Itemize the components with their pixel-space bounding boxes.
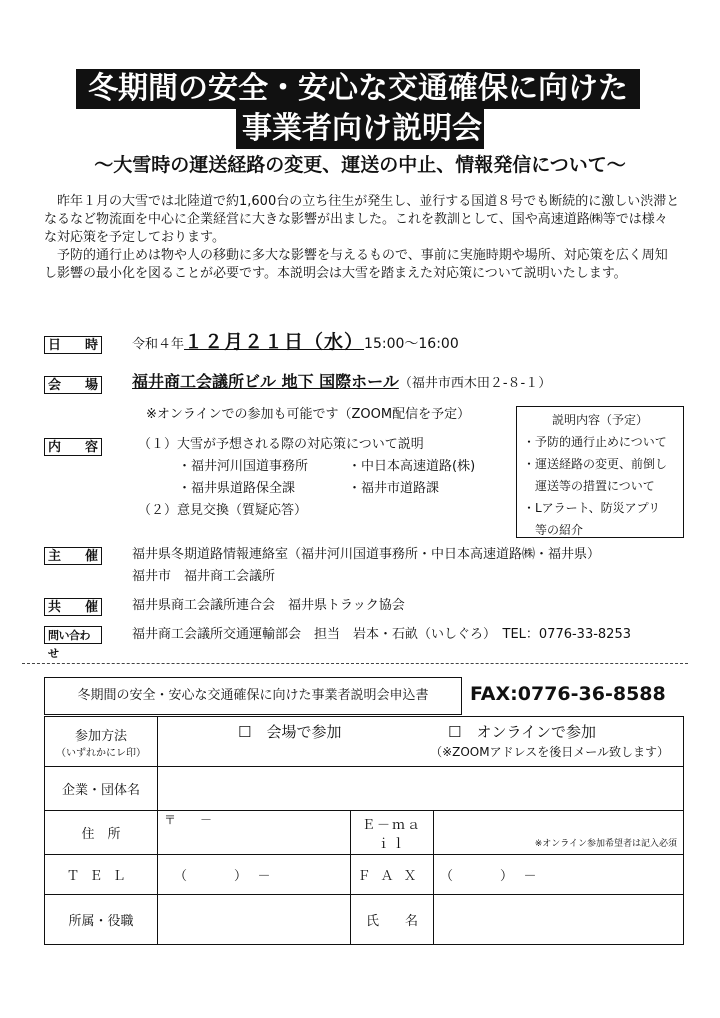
intro-paragraph-2: 予防的通行止めは物や人の移動に多大な影響を与えるもので、事前に実施時期や場所、対応策を広く周知し影響の最小化を図ることが必要です。本説明会は大雪を踏まえた対応策について説明いたします。 — [44, 248, 668, 281]
content-label: 内 容 — [44, 438, 102, 456]
method-label: 参加方法 — [74, 728, 127, 744]
intro-text — [44, 193, 680, 283]
form-row-company — [45, 767, 684, 811]
date-label: 日 時 — [44, 336, 102, 354]
date-value — [132, 333, 459, 354]
form-row-dept — [45, 895, 684, 945]
explanation-box — [516, 406, 684, 538]
option-online[interactable]: ☐ オンラインで参加 — [448, 723, 596, 741]
date-main: １２月２１日（水） — [184, 331, 365, 353]
content-org-4: ・福井市道路課 — [348, 481, 440, 496]
explanation-line: ・運送経路の変更、前倒し — [523, 457, 668, 471]
explanation-title: 説明内容（予定） — [551, 413, 648, 427]
postal-mark: 〒 － — [164, 813, 213, 827]
host-label: 主 催 — [44, 547, 102, 565]
date-era: 令和４年 — [132, 337, 185, 352]
fax-format: （ ） － — [440, 869, 539, 884]
venue-value — [132, 373, 551, 393]
content-org-3: ・福井県道路保全課 — [178, 481, 296, 496]
host-line-2: 福井市 福井商工会議所 — [132, 569, 276, 584]
venue-label: 会 場 — [44, 376, 102, 394]
subtitle: ～大雪時の運送経路の変更、運送の中止、情報発信について～ — [94, 154, 626, 176]
method-label-cell — [45, 717, 158, 767]
explanation-line: ・予防的通行止めについて — [523, 435, 667, 449]
method-options-cell — [158, 717, 684, 767]
fax-label: ＦＡＸ — [351, 855, 434, 895]
fax-input[interactable] — [434, 855, 684, 895]
company-input[interactable] — [158, 767, 684, 811]
dept-label: 所属・役職 — [45, 895, 158, 945]
form-row-tel — [45, 855, 684, 895]
email-input[interactable] — [434, 811, 684, 855]
date-time: 15:00～16:00 — [364, 336, 459, 352]
company-label: 企業・団体名 — [45, 767, 158, 811]
dept-input[interactable] — [158, 895, 351, 945]
contact-text: 福井商工会議所交通運輸部会 担当 岩本・石畝（いしぐろ） TEL：0776-33-8253 — [132, 627, 631, 642]
tel-format: （ ） － — [174, 869, 273, 884]
explanation-line: ・Lアラート、防災アプリ — [523, 501, 661, 515]
content-org-1: ・福井河川国道事務所 — [178, 459, 309, 474]
cohost-text: 福井県商工会議所連合会 福井県トラック協会 — [132, 598, 405, 613]
cut-line — [22, 663, 688, 664]
contact-label: 問い合わせ — [44, 626, 102, 644]
method-sub: （いずれかにレ印） — [56, 747, 146, 759]
intro-paragraph-1: 昨年１月の大雪では北陸道で約1,600台の立ち往生が発生し、並行する国道８号でも断続的に激しい渋滞となるなど物流面を中心に企業経営に大きな影響が出ました。これを教訓として、国や高速道路㈱等では様々な対応策を予定しております。 — [44, 194, 680, 245]
explanation-line: 等の紹介 — [523, 523, 584, 537]
venue-name: 福井商工会議所ビル 地下 国際ホール — [132, 372, 399, 391]
explanation-line: 運送等の措置について — [523, 479, 655, 493]
name-input[interactable] — [434, 895, 684, 945]
content-org-2: ・中日本高速道路(株) — [348, 459, 476, 474]
option-venue[interactable]: ☐ 会場で参加 — [238, 723, 342, 741]
host-line-1: 福井県冬期道路情報連絡室（福井河川国道事務所・中日本高速道路㈱・福井県） — [132, 547, 601, 562]
online-note: ※オンラインでの参加も可能です（ZOOM配信を予定） — [146, 407, 471, 422]
address-input[interactable] — [158, 811, 351, 855]
content-item-2: （２）意見交換（質疑応答） — [138, 503, 308, 518]
name-label: 氏 名 — [351, 895, 434, 945]
title-line-1: 冬期間の安全・安心な交通確保に向けた — [76, 69, 640, 109]
venue-address: （福井市西木田２-８-１） — [398, 376, 552, 391]
form-row-address — [45, 811, 684, 855]
email-note: ※オンライン参加希望者は記入必須 — [534, 839, 677, 849]
application-form — [44, 716, 684, 945]
form-title: 冬期間の安全・安心な交通確保に向けた事業者説明会申込書 — [44, 677, 462, 715]
address-label: 住 所 — [45, 811, 158, 855]
tel-label: ＴＥＬ — [45, 855, 158, 895]
online-address-note: （※ZOOMアドレスを後日メール致します） — [430, 745, 669, 759]
form-fax-number: FAX:0776-36-8588 — [470, 683, 666, 705]
form-row-method — [45, 717, 684, 767]
cohost-label: 共 催 — [44, 598, 102, 616]
title-line-2: 事業者向け説明会 — [236, 109, 484, 149]
email-label: Ｅ－ｍａｉｌ — [351, 811, 434, 855]
content-item-1: （１）大雪が予想される際の対応策について説明 — [138, 437, 424, 452]
tel-input[interactable] — [158, 855, 351, 895]
